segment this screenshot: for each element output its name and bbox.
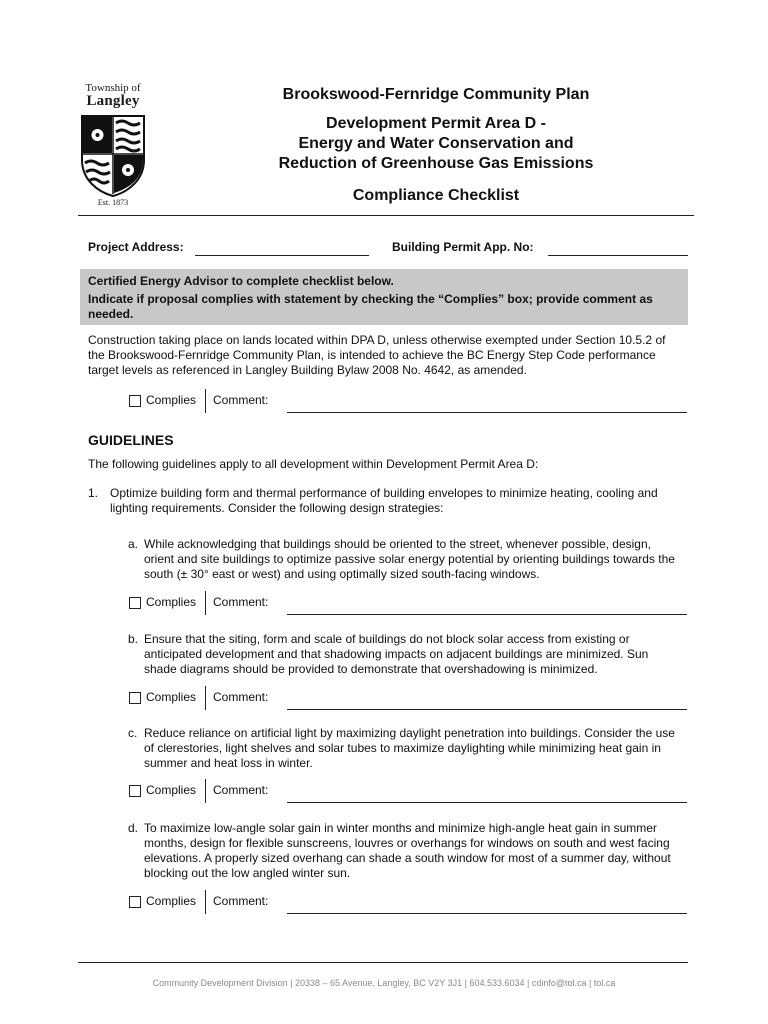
dpa-title-line2: Energy and Water Conservation and	[298, 135, 574, 152]
comment-field[interactable]	[287, 614, 687, 615]
dpa-title-line1: Development Permit Area D -	[326, 115, 546, 132]
dpa-title-line3: Reduction of Greenhouse Gas Emissions	[278, 155, 594, 172]
header-divider	[78, 215, 694, 216]
comment-field[interactable]	[287, 913, 687, 914]
complies-label: Complies	[146, 595, 197, 609]
township-logo	[78, 82, 148, 210]
sub-item-text: Ensure that the siting, form and scale of buildings do not block solar access from existing or anticipated development and that shadowing impacts on adjacent buildings are minimized. Sun shade diagrams should be provided to demonstrate that overshadowing is minimized.	[144, 632, 649, 676]
guidelines-heading: GUIDELINES	[88, 432, 174, 448]
sub-item-letter: a.	[128, 537, 139, 551]
guideline-item-text: Optimize building form and thermal performance of building envelopes to minimize heating, cooling and lighting requirements. Consider the following design strategies:	[110, 486, 658, 515]
comment-field[interactable]	[287, 709, 687, 710]
complies-label: Complies	[146, 393, 197, 407]
complies-divider	[205, 890, 206, 914]
complies-row-d	[129, 890, 689, 914]
checklist-title: Compliance Checklist	[352, 187, 520, 204]
complies-checkbox[interactable]	[129, 785, 141, 797]
complies-checkbox[interactable]	[129, 692, 141, 704]
instruction-line-1: Certified Energy Advisor to complete checklist below.	[88, 274, 394, 288]
complies-label: Complies	[146, 690, 197, 704]
comment-label: Comment:	[213, 690, 269, 704]
complies-divider	[205, 779, 206, 803]
footer-divider	[78, 962, 688, 963]
complies-row-b	[129, 686, 689, 710]
complies-label: Complies	[146, 783, 197, 797]
complies-row-a	[129, 591, 689, 615]
complies-checkbox[interactable]	[129, 896, 141, 908]
footer-contact: Community Development Division | 20338 – 65 Avenue, Langley, BC V2Y 3J1 | 604.533.6034 | cdinfo@tol.ca | tol.ca	[152, 978, 616, 988]
building-permit-label: Building Permit App. No:	[392, 240, 534, 254]
complies-label: Complies	[146, 894, 197, 908]
complies-checkbox[interactable]	[129, 395, 141, 407]
guidelines-intro: The following guidelines apply to all development within Development Permit Area D:	[88, 457, 539, 471]
complies-divider	[205, 591, 206, 615]
logo-langley-text: Langley	[86, 93, 140, 109]
comment-field[interactable]	[287, 412, 687, 413]
comment-label: Comment:	[213, 595, 269, 609]
logo-township-text: Township of	[85, 82, 141, 94]
sub-item-text: Reduce reliance on artificial light by maximizing daylight penetration into buildings. Consider the use of clerestories, light shelves and solar tubes to maximize daylighting while minimizing heat gain in summer and heat loss in winter.	[144, 726, 675, 770]
plan-title: Brookswood-Fernridge Community Plan	[282, 86, 590, 103]
complies-row-intro	[129, 389, 689, 413]
complies-divider	[205, 389, 206, 413]
comment-label: Comment:	[213, 894, 269, 908]
building-permit-field[interactable]	[548, 255, 688, 256]
complies-row-c	[129, 779, 689, 803]
intro-paragraph: Construction taking place on lands located within DPA D, unless otherwise exempted under Section 10.5.2 of the Brookswood-Fernridge Community Plan, is intended to achieve the BC Energy Step Code performance target levels as referenced in Langley Building Bylaw 2008 No. 4642, as amended.	[88, 333, 666, 377]
guideline-item-number: 1.	[88, 486, 99, 500]
logo-established-text: Est. 1873	[97, 198, 129, 207]
sub-item-letter: c.	[128, 726, 138, 740]
project-address-field[interactable]	[195, 255, 369, 256]
sub-item-text: To maximize low-angle solar gain in winter months and minimize high-angle heat gain in summer months, design for flexible sunscreens, louvres or overhangs for windows on south and west facing elevations. A properly sized overhang can shade a south window for most of a summer day, without blocking out the low angled winter sun.	[144, 821, 671, 880]
shield-icon	[78, 114, 148, 198]
complies-divider	[205, 686, 206, 710]
comment-field[interactable]	[287, 802, 687, 803]
sub-item-letter: b.	[128, 632, 139, 646]
sub-item-text: While acknowledging that buildings should be oriented to the street, whenever possible, design, orient and site buildings to optimize passive solar energy potential by orienting buildings towards the south (± 30° east or west) and using optimally sized south-facing windows.	[144, 537, 675, 581]
comment-label: Comment:	[213, 783, 269, 797]
complies-checkbox[interactable]	[129, 597, 141, 609]
instruction-line-2: Indicate if proposal complies with statement by checking the “Complies” box; provide comment as needed.	[88, 292, 653, 321]
sub-item-letter: d.	[128, 821, 139, 835]
comment-label: Comment:	[213, 393, 269, 407]
project-address-label: Project Address:	[88, 240, 184, 254]
